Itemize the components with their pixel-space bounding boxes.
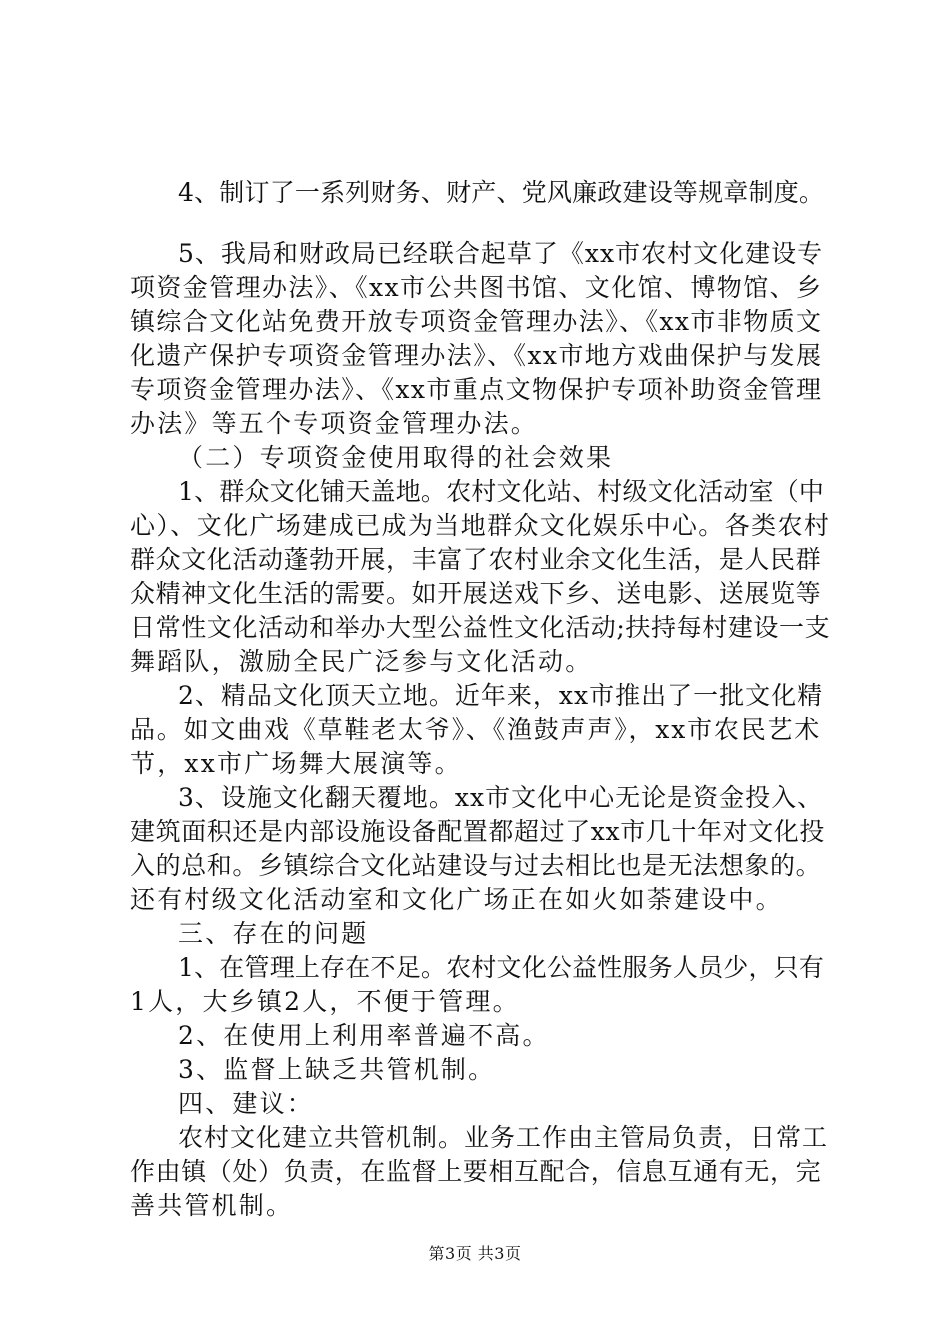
section-heading: 四、建议： — [178, 1089, 315, 1118]
paragraph-line: 群众文化活动蓬勃开展，丰富了农村业余文化生活，是人民群 — [130, 545, 822, 574]
paragraph-line: 2、在使用上利用率普遍不高。 — [178, 1021, 550, 1050]
paragraph-line: 农村文化建立共管机制。业务工作由主管局负责，日常工 — [178, 1123, 829, 1152]
paragraph-line: 作由镇（处）负责，在监督上要相互配合，信息互通有无，完 — [130, 1157, 822, 1186]
paragraph-line: 5、我局和财政局已经联合起草了《xx市农村文化建设专 — [178, 239, 824, 268]
paragraph-line: 1、在管理上存在不足。农村文化公益性服务人员少，只有 — [178, 953, 825, 982]
paragraph-line: 1、群众文化铺天盖地。农村文化站、村级文化活动室（中 — [178, 477, 825, 506]
section-heading: 三、存在的问题 — [178, 919, 369, 948]
paragraph-line: 入的总和。乡镇综合文化站建设与过去相比也是无法想象的。 — [130, 851, 822, 880]
paragraph-line: 镇综合文化站免费开放专项资金管理办法》、《xx市非物质文 — [130, 307, 823, 336]
paragraph-line: 3、设施文化翻天覆地。xx市文化中心无论是资金投入、 — [178, 783, 824, 812]
paragraph-line: 化遗产保护专项资金管理办法》、《xx市地方戏曲保护与发展 — [130, 341, 823, 370]
paragraph-line: 建筑面积还是内部设施设备配置都超过了xx市几十年对文化投 — [130, 817, 826, 846]
paragraph-line: 项资金管理办法》、《xx市公共图书馆、文化馆、博物馆、乡 — [130, 273, 823, 302]
paragraph-line: 4、制订了一系列财务、财产、党风廉政建设等规章制度。 — [178, 178, 825, 207]
paragraph-line: 众精神文化生活的需要。如开展送戏下乡、送电影、送展览等 — [130, 579, 822, 608]
paragraph-line: 舞蹈队，激励全民广泛参与文化活动。 — [130, 647, 593, 676]
paragraph-line: 3、监督上缺乏共管机制。 — [178, 1055, 496, 1084]
paragraph-line: 专项资金管理办法》、《xx市重点文物保护专项补助资金管理 — [130, 375, 823, 404]
paragraph-line: 善共管机制。 — [130, 1191, 294, 1220]
page-footer: 第3页 共3页 — [428, 1244, 522, 1263]
paragraph-line: 品。如文曲戏《草鞋老太爷》、《渔鼓声声》，xx市农民艺术 — [130, 715, 822, 744]
paragraph-line: 1人，大乡镇2人，不便于管理。 — [130, 987, 520, 1016]
paragraph-line: 办法》等五个专项资金管理办法。 — [130, 409, 539, 438]
paragraph-line: 日常性文化活动和举办大型公益性文化活动;扶持每村建设一支 — [130, 613, 831, 642]
paragraph-line: 心）、文化广场建成已成为当地群众文化娱乐中心。各类农村 — [130, 511, 831, 540]
paragraph-line: 节，xx市广场舞大展演等。 — [130, 749, 462, 778]
paragraph-line: 2、精品文化顶天立地。近年来，xx市推出了一批文化精 — [178, 681, 824, 710]
section-heading: （二）专项资金使用取得的社会效果 — [178, 443, 614, 472]
paragraph-line: 还有村级文化活动室和文化广场正在如火如荼建设中。 — [130, 885, 783, 914]
